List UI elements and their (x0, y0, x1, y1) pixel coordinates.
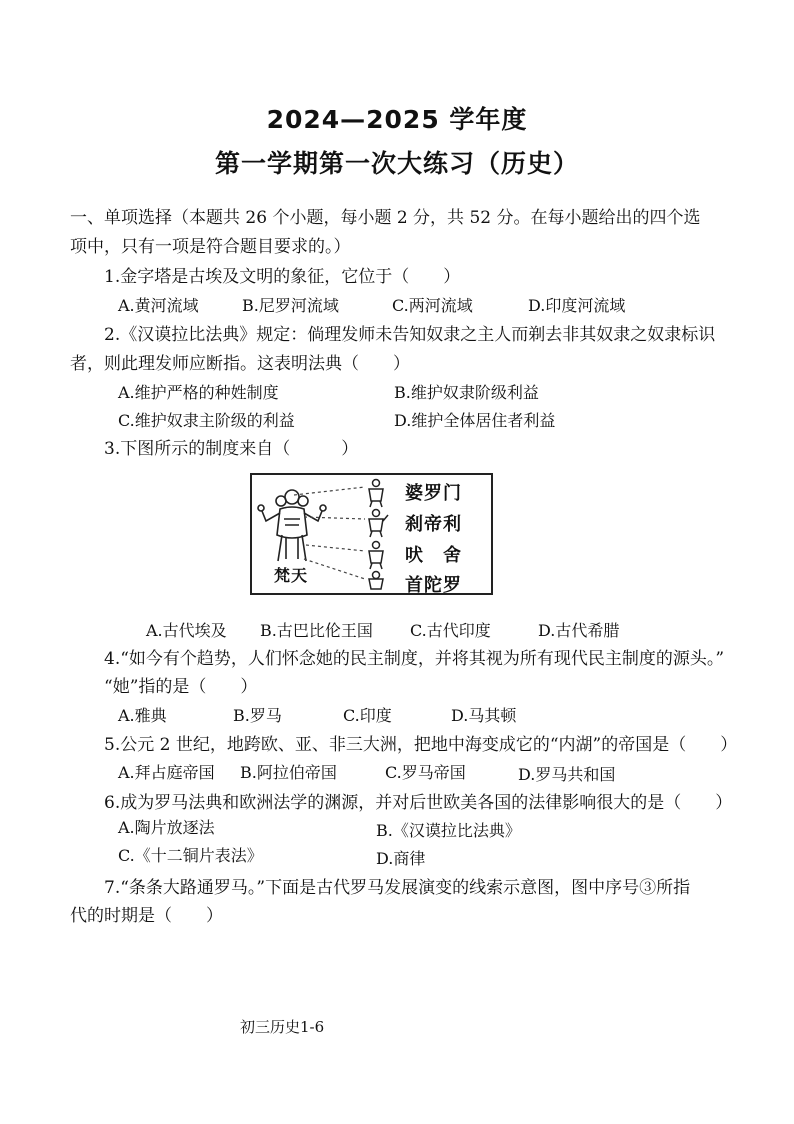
q2-option-d: D.维护全体居住者利益 (394, 411, 556, 430)
q4-option-d: D.马其顿 (451, 706, 517, 725)
page-title-line2: 第一学期第一次大练习（历史） (214, 149, 579, 178)
question-7-stem-line1: 7.“条条大路通罗马。”下面是古代罗马发展演变的线索示意图，图中序号③所指 (104, 878, 691, 898)
brahma-label: 梵天 (274, 566, 309, 585)
caste-kshatriya: 刹帝利 (405, 514, 462, 535)
q6-option-a: A.陶片放逐法 (118, 818, 215, 837)
caste-brahmin: 婆罗门 (405, 483, 462, 504)
q1-option-a: A.黄河流域 (118, 296, 199, 315)
question-6-stem: 6.成为罗马法典和欧洲法学的渊源，并对后世欧美各国的法律影响很大的是（ ） (104, 793, 733, 813)
q1-option-d: D.印度河流域 (528, 296, 626, 315)
q6-option-d: D.商律 (376, 849, 426, 868)
question-4-stem-line2: “她”指的是（ ） (104, 677, 258, 697)
page-title-line1: 2024—2025 学年度 (266, 105, 528, 134)
q1-option-c: C.两河流域 (392, 296, 473, 315)
question-1-stem: 1.金字塔是古埃及文明的象征，它位于（ ） (104, 267, 461, 287)
section-heading-line2: 项中，只有一项是符合题目要求的。） (70, 237, 351, 257)
q1-option-b: B.尼罗河流域 (242, 296, 339, 315)
q3-option-a: A.古代埃及 (146, 621, 227, 640)
q2-option-b: B.维护奴隶阶级利益 (394, 383, 539, 402)
section-heading-line1: 一、单项选择（本题共 26 个小题，每小题 2 分，共 52 分。在每小题给出的四个选 (70, 208, 701, 228)
q6-option-b: B.《汉谟拉比法典》 (376, 821, 521, 840)
caste-diagram (250, 473, 493, 595)
question-2-stem-line2: 者，则此理发师应断指。这表明法典（ ） (70, 354, 410, 374)
q6-option-c: C.《十二铜片表法》 (118, 846, 263, 865)
q4-option-a: A.雅典 (118, 706, 167, 725)
q3-option-b: B.古巴比伦王国 (260, 621, 373, 640)
page-footer: 初三历史1-6 (240, 1018, 325, 1036)
q4-option-b: B.罗马 (233, 706, 282, 725)
caste-shudra: 首陀罗 (405, 575, 462, 596)
question-7-stem-line2: 代的时期是（ ） (70, 906, 223, 926)
question-3-stem: 3.下图所示的制度来自（ ） (104, 439, 359, 459)
q3-option-d: D.古代希腊 (538, 621, 620, 640)
q5-option-c: C.罗马帝国 (385, 763, 466, 782)
q4-option-c: C.印度 (343, 706, 392, 725)
question-2-stem-line1: 2.《汉谟拉比法典》规定：倘理发师未告知奴隶之主人而剃去非其奴隶之奴隶标识 (104, 325, 716, 345)
question-4-stem-line1: 4.“如今有个趋势，人们怀念她的民主制度，并将其视为所有现代民主制度的源头。” (104, 649, 725, 669)
caste-vaishya: 吠 舍 (405, 545, 462, 566)
question-5-stem: 5.公元 2 世纪，地跨欧、亚、非三大洲，把地中海变成它的“内湖”的帝国是（ ） (104, 735, 738, 755)
q2-option-a: A.维护严格的种姓制度 (118, 383, 279, 402)
q5-option-d: D.罗马共和国 (518, 765, 616, 784)
q5-option-b: B.阿拉伯帝国 (240, 763, 337, 782)
q2-option-c: C.维护奴隶主阶级的利益 (118, 411, 295, 430)
q5-option-a: A.拜占庭帝国 (118, 763, 215, 782)
q3-option-c: C.古代印度 (410, 621, 491, 640)
